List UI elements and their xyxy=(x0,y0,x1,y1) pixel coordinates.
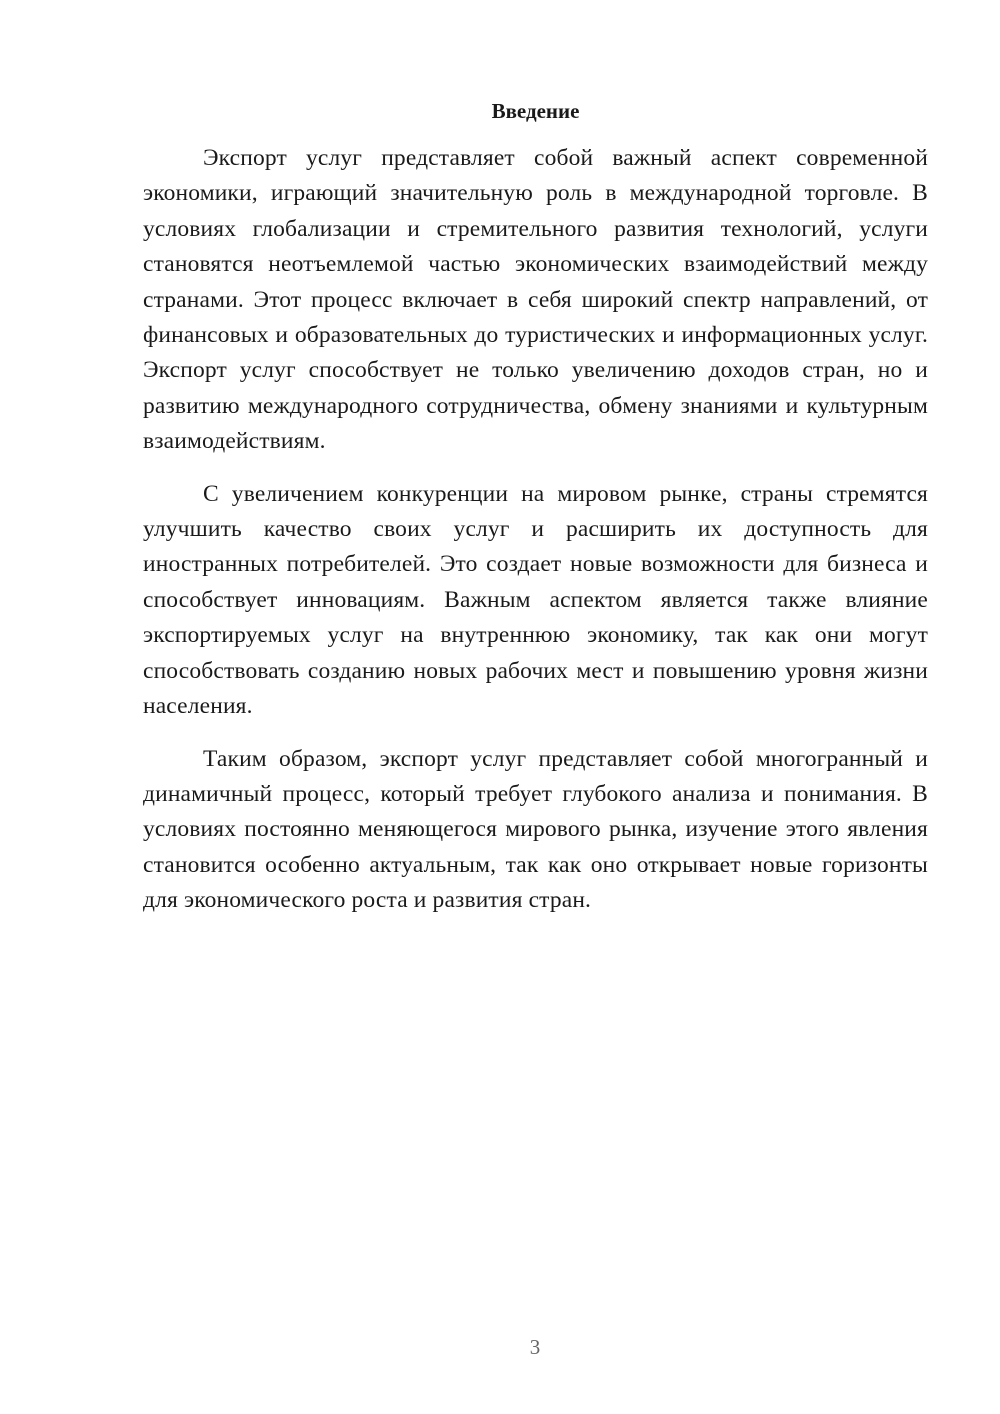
paragraph-3: Таким образом, экспорт услуг представляет собой многогранный и динамичный процесс, который требует глубокого анализа и понимания. В условиях постоянно меняющегося мирового рынка, изучение этого явления становится особенно актуальным, так как оно открывает новые горизонты для экономического роста и развития стран. xyxy=(143,745,928,914)
page-number: 3 xyxy=(529,1335,541,1359)
section-title: Введение xyxy=(491,99,580,123)
paragraph-1: Экспорт услуг представляет собой важный аспект современной экономики, играющий значительную роль в международной торговле. В условиях глобализации и стремительного развития технологий, услуги становятся неотъемлемой частью экономических взаимодействий между странами. Этот процесс включает в себя широкий спектр направлений, от финансовых и образовательных до туристических и информационных услуг. Экспорт услуг способствует не только увеличению доходов стран, но и развитию международного сотрудничества, обмену знаниями и культурным взаимодействиям. xyxy=(143,145,928,455)
page-content xyxy=(143,95,928,919)
paragraph-2: С увеличением конкуренции на мировом рынке, страны стремятся улучшить качество своих услуг и расширить их доступность для иностранных потребителей. Это создает новые возможности для бизнеса и способствует инновациям. Важным аспектом является также влияние экспортируемых услуг на внутреннюю экономику, так как они могут способствовать созданию новых рабочих мест и повышению уровня жизни населения. xyxy=(143,480,928,720)
